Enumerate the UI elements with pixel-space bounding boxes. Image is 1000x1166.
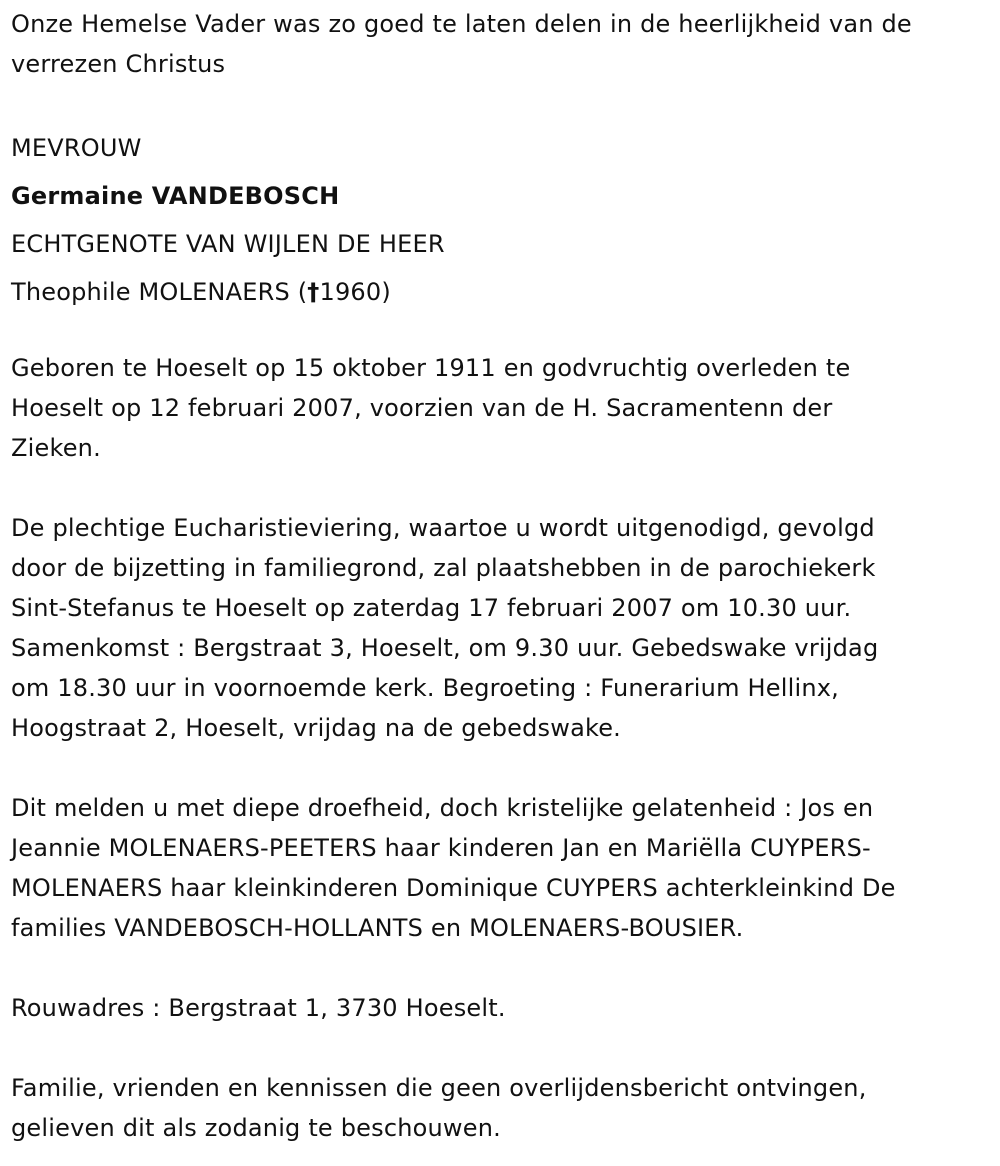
ceremony-line: De plechtige Eucharistieviering, waartoe u wordt uitgenodigd, gevolgd	[11, 514, 875, 542]
family-line: Jeannie MOLENAERS-PEETERS haar kinderen Jan en Mariëlla CUYPERS-	[11, 834, 871, 862]
closing-paragraph	[11, 1068, 990, 1148]
ceremony-line: door de bijzetting in familiegrond, zal plaatshebben in de parochiekerk	[11, 554, 876, 582]
spouse-death-year: 1960)	[319, 278, 391, 306]
honorific-title: MEVROUW	[11, 134, 142, 162]
ceremony-line: Hoogstraat 2, Hoeselt, vrijdag na de gebedswake.	[11, 714, 622, 742]
deceased-block	[11, 124, 990, 316]
closing-line: Familie, vrienden en kennissen die geen overlijdensbericht ontvingen,	[11, 1074, 867, 1102]
birth-death-line: Geboren te Hoeselt op 15 oktober 1911 en godvruchtig overleden te	[11, 354, 851, 382]
family-line: Dit melden u met diepe droefheid, doch kristelijke gelatenheid : Jos en	[11, 794, 874, 822]
birth-death-line: Zieken.	[11, 434, 101, 462]
intro-paragraph	[11, 4, 990, 84]
spouse-line	[11, 268, 990, 316]
intro-line: verrezen Christus	[11, 50, 226, 78]
birth-death-paragraph	[11, 348, 990, 468]
family-line: families VANDEBOSCH-HOLLANTS en MOLENAERS-BOUSIER.	[11, 914, 744, 942]
spouse-name: Theophile MOLENAERS (	[11, 278, 308, 306]
ceremony-paragraph	[11, 508, 990, 748]
relation-line: ECHTGENOTE VAN WIJLEN DE HEER	[11, 230, 445, 258]
closing-line: gelieven dit als zodanig te beschouwen.	[11, 1114, 501, 1142]
ceremony-line: om 18.30 uur in voornoemde kerk. Begroeting : Funerarium Hellinx,	[11, 674, 839, 702]
ceremony-line: Sint-Stefanus te Hoeselt op zaterdag 17 februari 2007 om 10.30 uur.	[11, 594, 852, 622]
mourning-address: Rouwadres : Bergstraat 1, 3730 Hoeselt.	[11, 994, 506, 1022]
cross-icon: †	[307, 278, 320, 306]
deceased-name: Germaine VANDEBOSCH	[11, 182, 340, 210]
intro-line: Onze Hemelse Vader was zo goed te laten delen in de heerlijkheid van de	[11, 10, 912, 38]
ceremony-line: Samenkomst : Bergstraat 3, Hoeselt, om 9.30 uur. Gebedswake vrijdag	[11, 634, 879, 662]
birth-death-line: Hoeselt op 12 februari 2007, voorzien van de H. Sacramentenn der	[11, 394, 833, 422]
family-paragraph	[11, 788, 990, 948]
address-paragraph	[11, 988, 990, 1028]
family-line: MOLENAERS haar kleinkinderen Dominique CUYPERS achterkleinkind De	[11, 874, 896, 902]
